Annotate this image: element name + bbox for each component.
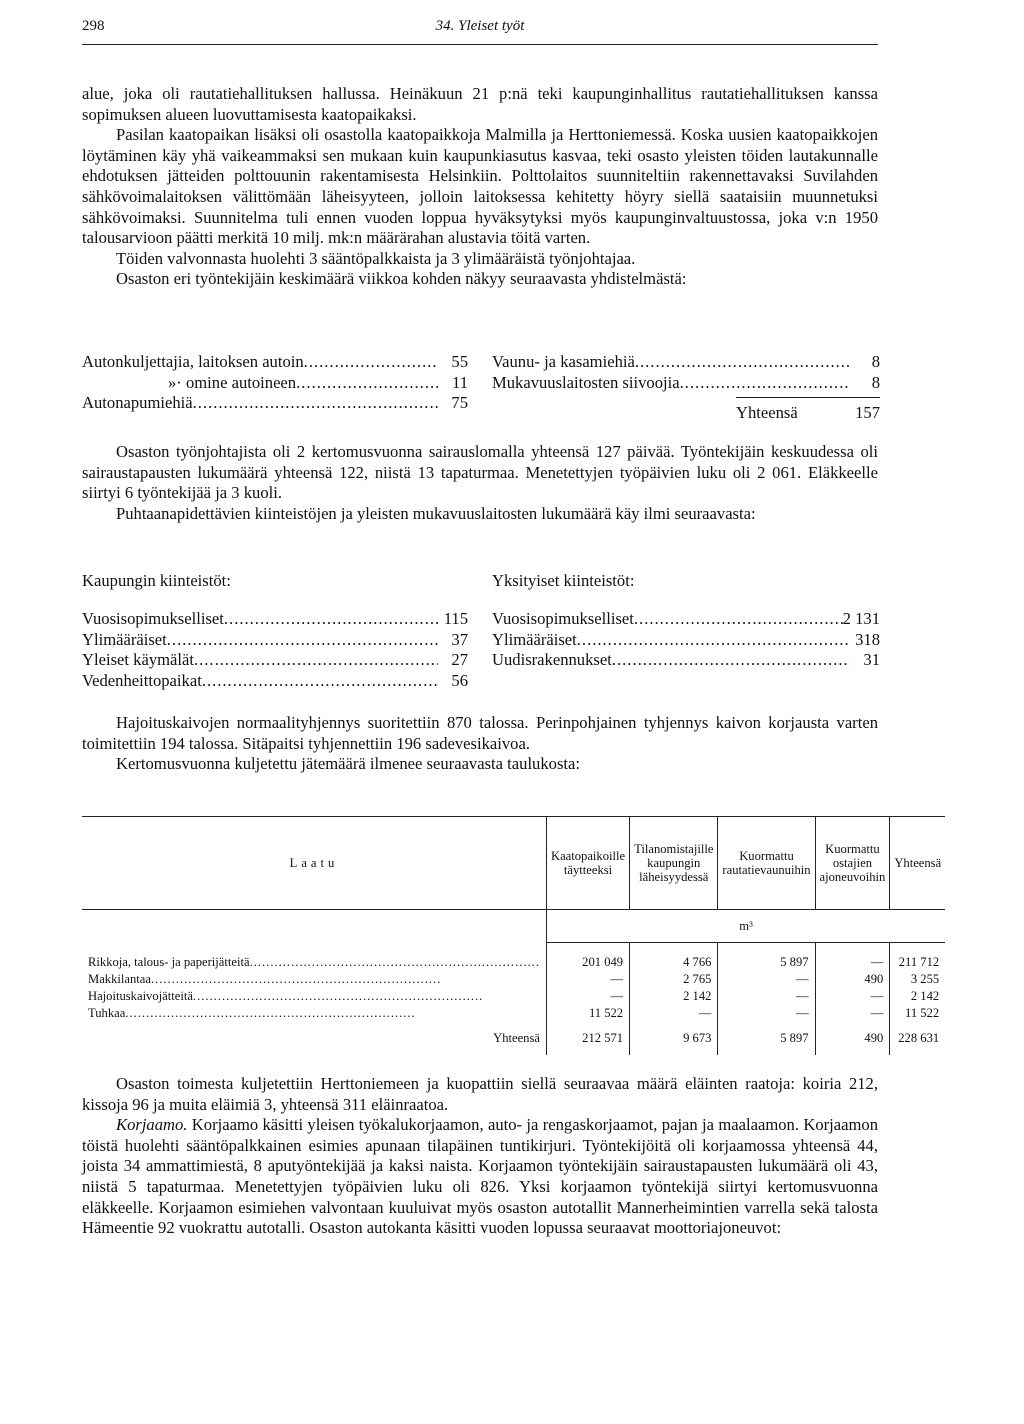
paragraph: Pasilan kaatopaikan lisäksi oli osastolla kaatopaikkoja Malmilla ja Herttoniemessä. Koska uusien kaatopaikkojen löytäminen käy yhä vaikeammaksi sen mukaan kuin kaupunkiasutus kasvaa, teki osasto yleisten töiden lautakunnalle ehdotuksen jätteiden polttouunin rakentamisesta Helsinkiin. Polttolaitos suunniteltiin rakennettavaksi Suvilahden sähkövoimalaitoksen välittömään läheisyyteen, jolloin laitoksessa kehitetty höyry siellä saataisiin muunnetuksi sähkövoimaksi. Suunnitelma tuli ennen vuoden loppua hyväksytyksi myös kaupunginvaltuustossa, joka v:n 1950 talousarvioon päätti merkitä 10 milj. mk:n määrärahan alustavia töitä varten. xyxy=(82,125,878,248)
item-value: 11 xyxy=(452,372,468,392)
item-label: Uudisrakennukset xyxy=(492,650,612,670)
table-cell: — xyxy=(718,1004,815,1021)
item-value: 37 xyxy=(451,629,468,649)
item-value: 318 xyxy=(855,629,880,649)
table-header-row xyxy=(82,817,945,910)
leader-dots xyxy=(577,630,850,651)
table-cell: — xyxy=(815,987,890,1004)
item-label: Vuosisopimukselliset xyxy=(82,609,224,628)
table-row xyxy=(82,953,945,970)
table-cell: — xyxy=(718,970,815,987)
table-total-row xyxy=(82,1021,945,1055)
row-label: Rikkoja, talous- ja paperijätteitä xyxy=(88,954,250,969)
item-label: Ylimääräiset xyxy=(492,629,577,649)
table-cell: — xyxy=(718,987,815,1004)
item-value: 2 131 xyxy=(842,609,880,628)
leader-dots xyxy=(635,352,850,373)
table-cell: 211 712 xyxy=(890,953,945,970)
leader-dots xyxy=(304,352,438,373)
list-item xyxy=(492,352,880,373)
running-title: 34. Yleiset työt xyxy=(435,18,525,34)
table-cell: 11 522 xyxy=(890,1004,945,1021)
paragraph: Hajoituskaivojen normaalityhjennys suoritettiin 870 talossa. Perinpohjainen tyhjennys kaivon korjausta varten toimitettiin 194 talossa. Sitäpaitsi tyhjennettiin 196 sadevesikaivoa. xyxy=(82,713,878,753)
item-value: 75 xyxy=(451,393,468,413)
text-block-1 xyxy=(82,84,878,290)
unit-label: m³ xyxy=(546,910,945,943)
total-rule xyxy=(736,397,880,398)
paragraph: alue, joka oli rautatiehallituksen hallussa. Heinäkuun 21 p:nä teki kaupunginhallitus rautatiehallituksen kanssa sopimuksen alueen luovuttamisesta kaatopaikaksi. xyxy=(82,84,878,124)
page-number: 298 xyxy=(82,18,105,34)
leader-dots xyxy=(612,650,850,671)
column-header: Kuormattu ostajien ajoneuvoihin xyxy=(815,817,890,910)
column-header: Kuormattu rautatievaunuihin xyxy=(718,817,815,910)
item-label: Autonapumiehiä xyxy=(82,393,193,413)
leader-dots xyxy=(296,373,438,394)
column-header: Tilanomistajille kaupungin läheisyydessä xyxy=(630,817,718,910)
text-block-3 xyxy=(82,713,878,775)
waste-table xyxy=(82,816,945,1055)
list-item xyxy=(82,373,468,394)
table-cell: 228 631 xyxy=(890,1021,945,1055)
item-label: Autonkuljettajia, laitoksen autoin xyxy=(82,352,304,371)
workers-right-list xyxy=(492,352,880,393)
paragraph: Töiden valvonnasta huolehti 3 sääntöpalkkaista ja 3 ylimääräistä työnjohtajaa. xyxy=(116,248,636,268)
item-value: 55 xyxy=(451,352,468,371)
table-cell: 9 673 xyxy=(630,1021,718,1055)
leader-dots xyxy=(193,393,438,414)
list-item xyxy=(82,393,468,414)
list-item xyxy=(492,373,880,394)
paragraph: Osaston toimesta kuljetettiin Herttoniemeen ja kuopattiin siellä seuraavaa määrä eläinten raatoja: koiria 212, kissoja 96 ja muita eläimiä 3, yhteensä 311 eläinraatoa. xyxy=(82,1074,878,1114)
total-label: Yhteensä xyxy=(493,1031,540,1045)
leader-dots xyxy=(224,609,438,630)
table-cell: 11 522 xyxy=(546,1004,629,1021)
text-block-4 xyxy=(82,1074,878,1239)
total-row xyxy=(736,403,880,424)
table-cell: 4 766 xyxy=(630,953,718,970)
section-lead: Korjaamo. xyxy=(116,1115,188,1135)
table-cell: 5 897 xyxy=(718,953,815,970)
total-value: 157 xyxy=(855,403,880,422)
list-item xyxy=(82,609,468,630)
table-cell: 201 049 xyxy=(546,953,629,970)
table-unit-row xyxy=(82,910,945,943)
total-label: Yhteensä xyxy=(736,403,798,422)
table-cell: — xyxy=(815,953,890,970)
workers-total xyxy=(736,403,880,424)
paragraph: Kertomusvuonna kuljetettu jätemäärä ilmenee seuraavasta taulukosta: xyxy=(116,754,580,774)
column-header: Kaatopaikoille täytteeksi xyxy=(546,817,629,910)
leader-dots xyxy=(202,671,438,692)
table-cell: 5 897 xyxy=(718,1021,815,1055)
row-label: Makkilantaa xyxy=(88,971,151,986)
private-properties-title: Yksityiset kiinteistöt: xyxy=(492,571,635,590)
item-value: 8 xyxy=(871,372,880,392)
item-label: Mukavuuslaitosten siivoojia xyxy=(492,372,680,392)
city-properties-list xyxy=(82,609,468,691)
row-label: Tuhkaa xyxy=(88,1005,126,1020)
paragraph: Osaston työnjohtajista oli 2 kertomusvuonna sairauslomalla yhteensä 127 päivää. Työntekijäin keskuudessa oli sairaustapausten lukumäärä yhteensä 122, niistä 13 tapaturmaa. Menetettyjen työpäivien luku oli 2 061. Eläkkeelle siirtyi 6 työntekijää ja 3 kuoli. xyxy=(82,442,878,503)
item-label: Vedenheittopaikat xyxy=(82,670,202,690)
table-cell: 2 765 xyxy=(630,970,718,987)
table-cell: — xyxy=(546,970,629,987)
leader-dots xyxy=(194,650,438,671)
table-row xyxy=(82,1004,945,1021)
list-item xyxy=(492,609,880,630)
table-row xyxy=(82,987,945,1004)
table-cell: 490 xyxy=(815,1021,890,1055)
paragraph xyxy=(82,1115,878,1239)
table-row xyxy=(82,970,945,987)
table-cell: — xyxy=(815,1004,890,1021)
column-header: Yhteensä xyxy=(890,817,945,910)
item-value: 115 xyxy=(443,609,468,628)
item-value: 27 xyxy=(451,650,468,670)
item-label: »· omine autoineen xyxy=(168,372,297,392)
table-cell: 2 142 xyxy=(630,987,718,1004)
item-value: 8 xyxy=(871,352,880,371)
page-header xyxy=(82,18,878,42)
row-label: Hajoituskaivojätteitä xyxy=(88,988,193,1003)
item-label: Vuosisopimukselliset xyxy=(492,609,634,628)
item-label: Vaunu- ja kasamiehiä xyxy=(492,352,635,371)
list-item xyxy=(492,650,880,671)
text-block-2 xyxy=(82,442,878,524)
city-properties-title: Kaupungin kiinteistöt: xyxy=(82,571,231,590)
header-rule xyxy=(82,44,878,45)
private-properties-list xyxy=(492,609,880,671)
item-label: Ylimääräiset xyxy=(82,629,167,649)
list-item xyxy=(82,650,468,671)
table-cell: — xyxy=(630,1004,718,1021)
table-cell: 2 142 xyxy=(890,987,945,1004)
column-header: Laatu xyxy=(82,817,546,910)
paragraph: Osaston eri työntekijäin keskimäärä viikkoa kohden näkyy seuraavasta yhdistelmästä: xyxy=(116,269,687,289)
item-label: Yleiset käymälät xyxy=(82,650,194,670)
table-cell: 3 255 xyxy=(890,970,945,987)
leader-dots xyxy=(680,373,850,394)
paragraph: Puhtaanapidettävien kiinteistöjen ja yleisten mukavuuslaitosten lukumäärä käy ilmi seuraavasta: xyxy=(116,503,756,523)
workers-left-list xyxy=(82,352,468,414)
table-cell: 490 xyxy=(815,970,890,987)
table-cell: 212 571 xyxy=(546,1021,629,1055)
list-item xyxy=(82,630,468,651)
leader-dots xyxy=(634,609,843,630)
item-value: 31 xyxy=(863,650,880,670)
paragraph-text: Korjaamo käsitti yleisen työkalukorjaamon, auto- ja rengaskorjaamot, pajan ja maalaamon. Korjaamon töistä huolehti sääntöpalkkainen esimies apunaan tilapäinen tuntikirjuri. Työntekijöitä oli korjaamossa yhteensä 44, joista 34 ammattimiestä, 8 aputyöntekijää ja kaksi naista. Korjaamon työntekijäin sairaustapausten lukumäärä oli 43, niistä 5 tapaturmaa. Menetettyjen työpäivien luku oli 826. Yksi korjaamon työntekijä siirtyi kertomusvuonna eläkkeelle. Korjaamon esimiehen valvontaan kuuluivat myös osaston autotallit Mannerheimintien varrella sekä talosta Hämeentie 92 vuokrattu autotalli. Osaston autokanta käsitti vuoden lopussa seuraavat moottoriajoneuvot: xyxy=(82,1115,878,1238)
list-item xyxy=(492,630,880,651)
leader-dots xyxy=(167,630,438,651)
table-cell: — xyxy=(546,987,629,1004)
list-item xyxy=(82,671,468,692)
list-item xyxy=(82,352,468,373)
item-value: 56 xyxy=(451,670,468,690)
